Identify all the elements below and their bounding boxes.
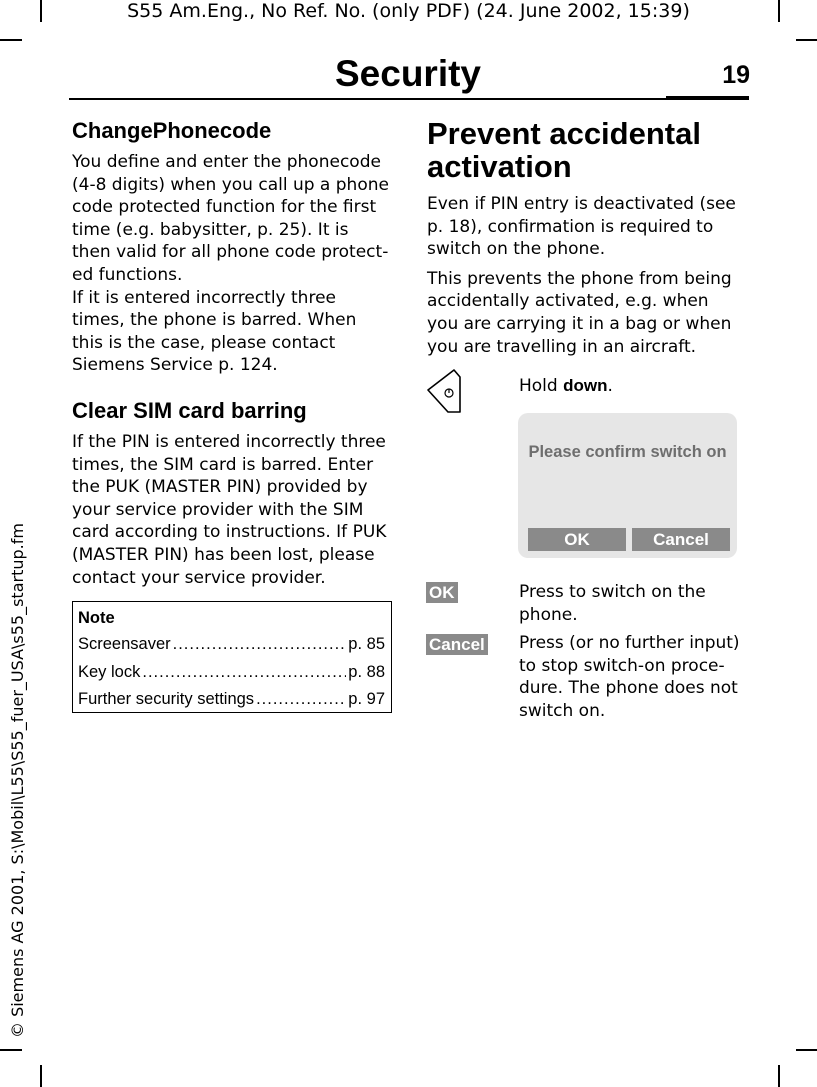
- header-rule-accent: [666, 96, 749, 100]
- right-column: [427, 117, 749, 358]
- left-column: [72, 117, 392, 589]
- crop-mark: [796, 1049, 817, 1051]
- leader-dots: [142, 659, 346, 687]
- prevent-activation-para-1: Even if PIN entry is deactivated (see p. 18), confirmation is required to switch on the phone.: [427, 194, 736, 260]
- header-rule: [69, 98, 749, 100]
- softkey-cancel[interactable]: Cancel: [632, 528, 730, 551]
- crop-mark: [0, 39, 22, 41]
- section-heading-prevent-activation: Prevent accidental activation: [427, 116, 701, 184]
- page-number: 19: [722, 61, 750, 89]
- section-heading-change-phonecode: ChangePhonecode: [72, 118, 272, 143]
- phone-display: [518, 413, 737, 558]
- prevent-activation-para-2: This prevents the phone from being accidentally activated, e.g. when you are carrying it in a bag or when you are travelling in an aircraft.: [427, 268, 732, 357]
- crop-mark: [40, 1065, 42, 1087]
- key-badge-ok: OK: [426, 582, 458, 603]
- hold-key-name: down: [563, 376, 608, 395]
- key-badge-cancel: Cancel: [426, 634, 488, 655]
- note-item-page: p. 97: [348, 690, 385, 708]
- note-title: Note: [78, 609, 115, 627]
- copyright-side-note: © Siemens AG 2001, S:\Mobil\L55\S55_fuer_USA\s55_startup.fm: [8, 523, 27, 1038]
- end-key-icon: [426, 368, 468, 414]
- note-item-label: Further security settings: [78, 690, 255, 708]
- leader-dots: [256, 686, 346, 714]
- note-box: [72, 601, 392, 713]
- note-item-page: p. 88: [348, 662, 385, 681]
- step-desc-cancel: Press (or no further input) to stop switch-on proce- dure. The phone does not switch on.: [519, 633, 740, 721]
- hold-instruction: [519, 375, 613, 397]
- softkey-ok[interactable]: OK: [528, 528, 626, 551]
- section-body-change-phonecode: You define and enter the phonecode (4-8 digits) when you call up a phone code protected function for the first time (e.g. babysitter, p. 25). It is then valid for all phone code protect- ed functions. If it is entered incorrectly three times, the phone is barred. When this is the case, please contact Siemens Service p. 124.: [72, 152, 389, 376]
- crop-mark: [796, 39, 817, 41]
- display-message: Please confirm switch on: [528, 443, 727, 461]
- hold-suffix: .: [607, 376, 613, 396]
- page-title: Security: [334, 53, 481, 94]
- note-item-label: Key lock: [78, 662, 141, 681]
- note-item-page: p. 85: [348, 635, 385, 653]
- leader-dots: [173, 631, 347, 659]
- crop-mark: [778, 1065, 780, 1087]
- note-link-key-lock[interactable]: [78, 659, 385, 687]
- step-desc-ok: Press to switch on the phone.: [519, 582, 706, 625]
- note-item-label: Screensaver: [78, 635, 171, 653]
- section-heading-clear-sim-barring: Clear SIM card barring: [72, 397, 307, 423]
- print-meta-line: S55 Am.Eng., No Ref. No. (only PDF) (24. June 2002, 15:39): [127, 0, 690, 22]
- note-link-screensaver[interactable]: [78, 631, 385, 659]
- section-body-clear-sim-barring: If the PIN is entered incorrectly three times, the SIM card is barred. Enter the PUK (MASTER PIN) provided by your service provider with the SIM card according to instructions. If PUK (MASTER PIN) has been lost, please contact your service provider.: [72, 431, 387, 588]
- note-link-further-security[interactable]: [78, 686, 385, 714]
- hold-prefix: Hold: [519, 376, 564, 396]
- crop-mark: [0, 1049, 22, 1051]
